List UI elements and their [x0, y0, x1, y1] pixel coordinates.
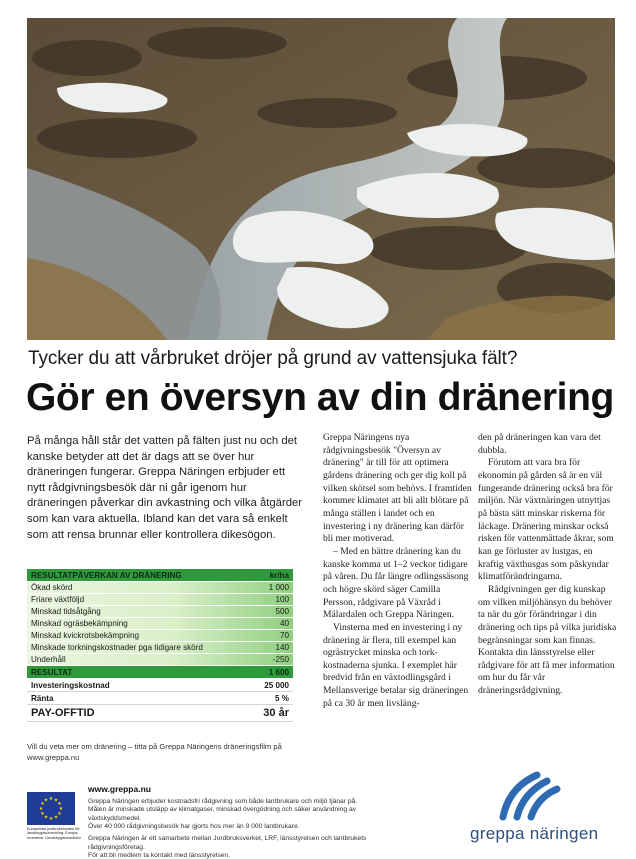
paragraph: Greppa Näringens nya rådgivningsbesök "Översyn av dränering" är till för att optimera gårdens dränering och ger dig koll på vilken skötsel som behövs. I framtiden kommer klimatet att bli allt blötare på många ställen i landet och en investering i ny dränering kan därför bli mer motiverad.: [323, 432, 472, 545]
paragraph: Förutom att vara bra för ekonomin på gården så är en väl fungerande dränering också bra för miljön. När växtnäringen utnyttjas på bästa sätt minskar riskerna för läckage. Dränering minskar också risken för vattenmättade åkrar, som kan ge förluster av lustgas, en kraftig växthusgas som påskyndar klimatförändringarna.: [478, 457, 614, 583]
svg-text:★: ★: [57, 801, 62, 807]
hero-photo: [27, 18, 615, 340]
website-link[interactable]: www.greppa.nu: [88, 784, 151, 794]
brand-name: greppa näringen: [470, 824, 599, 843]
paragraph: Rådgivningen ger dig kunskap om vilken miljöhänsyn du behöver ta när du gör förändringar i din dränering och tips på vilka juridiska begränsningar som kan finnas. Kontakta din länsstyrelse eller rådgivare för att få mer information om hur du får vår dräneringsrådgivning.: [478, 583, 617, 697]
payoff-value: 30 år: [263, 707, 289, 719]
row-label: Friare växtföljd: [31, 595, 85, 604]
paragraph: Vinsterna med en investering i ny dränering är flera, till exempel kan ogrästrycket minska och torkkostnaderna sjunka. I exemplet här bredvid från en växtodlingsgård i Mellansverige betalar sig dräneringen på ca 30 år men livsläng-: [323, 621, 469, 709]
svg-text:★: ★: [48, 816, 54, 822]
footer-line: Målen är minskade utsläpp av klimatgaser, minskad övergödning och säker användning av växtskyddsmedel.: [88, 806, 357, 822]
table-investment-row: [27, 679, 293, 692]
svg-text:★: ★: [40, 811, 45, 817]
page-title: Gör en översyn av din dränering: [26, 376, 614, 419]
row-value: 70: [279, 631, 289, 640]
row-label: Ökad skörd: [31, 583, 73, 592]
table-interest-row: [27, 692, 293, 705]
result-table: [27, 569, 293, 722]
svg-text:★: ★: [48, 796, 54, 802]
greppa-swoosh-icon: [497, 767, 563, 821]
table-payoff-row: [27, 705, 293, 722]
table-header-row: [27, 569, 293, 582]
table-row: [27, 582, 293, 594]
row-label: Underhåll: [31, 655, 66, 664]
row-label: Minskad tidsåtgång: [31, 607, 101, 616]
svg-text:★: ★: [43, 797, 49, 804]
svg-text:★: ★: [40, 801, 45, 807]
table-row: [27, 618, 293, 630]
row-value: 140: [275, 643, 289, 652]
paragraph: den på dräneringen kan vara det dubbla.: [478, 432, 601, 456]
table-row: [27, 594, 293, 606]
kicker-heading: Tycker du att vårbruket dröjer på grund av vattensjuka fält?: [28, 348, 518, 369]
greppa-logo: [470, 767, 620, 844]
article-column-2: [323, 432, 473, 710]
footer-line: Över 40 000 rådgivningsbesök har gjorts hos mer än 9 000 lantbrukare.: [88, 823, 300, 831]
table-header-label: RESULTATPÅVERKAN AV DRÄNERING: [31, 570, 182, 580]
svg-text:★: ★: [38, 806, 44, 812]
svg-text:★: ★: [58, 806, 64, 812]
eu-caption: Europeiska jordbruksfonden för landsbygdsutveckling: Europa investerar i landsbygdsområden: [27, 827, 81, 840]
eu-logo: [27, 792, 81, 840]
table-row: [27, 606, 293, 618]
table-header-unit: kr/ha: [269, 570, 289, 580]
svg-text:★: ★: [57, 811, 62, 817]
result-label: RESULTAT: [31, 667, 73, 677]
svg-text:★: ★: [53, 797, 59, 804]
intro-paragraph: På många håll står det vatten på fälten just nu och det kanske betyder att det är dags att se över hur dräneringen fungerar. Greppa Näringen erbjuder ett nytt rådgivningsbesök där ni går igenom hur dräneringen påverkar din avkastning och vilka åtgärder som kan vara aktuella. Ibland kan det vara så enkelt som att rensa brunnar eller kontrollera dikesögon.: [27, 435, 303, 541]
table-row: [27, 642, 293, 654]
footer-line: Greppa Näringen erbjuder kostnadsfri rådgivning som både lantbrukare och miljö tjänar på.: [88, 797, 358, 805]
row-value: 100: [275, 595, 289, 604]
svg-text:★: ★: [53, 814, 59, 821]
svg-text:★: ★: [43, 814, 49, 821]
row-label: Minskad ogräsbekämpning: [31, 619, 128, 628]
row-value: -250: [272, 655, 289, 664]
investment-label: Investeringskostnad: [31, 680, 110, 690]
investment-value: 25 000: [264, 680, 289, 690]
result-value: 1 600: [268, 667, 289, 677]
interest-label: Ränta: [31, 693, 54, 703]
footer-line: För att bli medlem ta kontakt med länsstyrelsen.: [88, 852, 230, 859]
footer-line: Greppa Näringen är ett samarbete mellan Jordbruksverket, LRF, länsstyrelsen och lantbrukets rådgivningsföretag.: [88, 834, 367, 851]
row-label: Minskad kvickrotsbekämpning: [31, 631, 139, 640]
row-value: 500: [275, 607, 289, 616]
table-row: [27, 654, 293, 666]
table-body: [27, 582, 293, 666]
table-row: [27, 630, 293, 642]
interest-value: 5 %: [275, 693, 289, 703]
row-value: 40: [279, 619, 289, 628]
eu-flag-icon: [27, 792, 75, 825]
table-result-row: [27, 666, 293, 679]
row-label: Minskade torkningskostnader pga tidigare skörd: [31, 643, 203, 652]
row-value: 1 000: [268, 583, 289, 592]
article-column-3: [478, 432, 618, 698]
table-caption: Vill du veta mer om dränering – titta på Greppa Näringens dräneringsfilm på www.greppa.nu: [27, 742, 282, 762]
footer-info: [88, 785, 388, 859]
paragraph: – Med en bättre dränering kan du kanske komma ut 1–2 veckor tidigare på våren. Du får längre odlingssäsong och högre skörd säger Camilla Persson, rådgivare på Växråd i Mälardalen och Greppa Näringen.: [323, 545, 469, 621]
payoff-label: PAY-OFFTID: [31, 707, 95, 719]
